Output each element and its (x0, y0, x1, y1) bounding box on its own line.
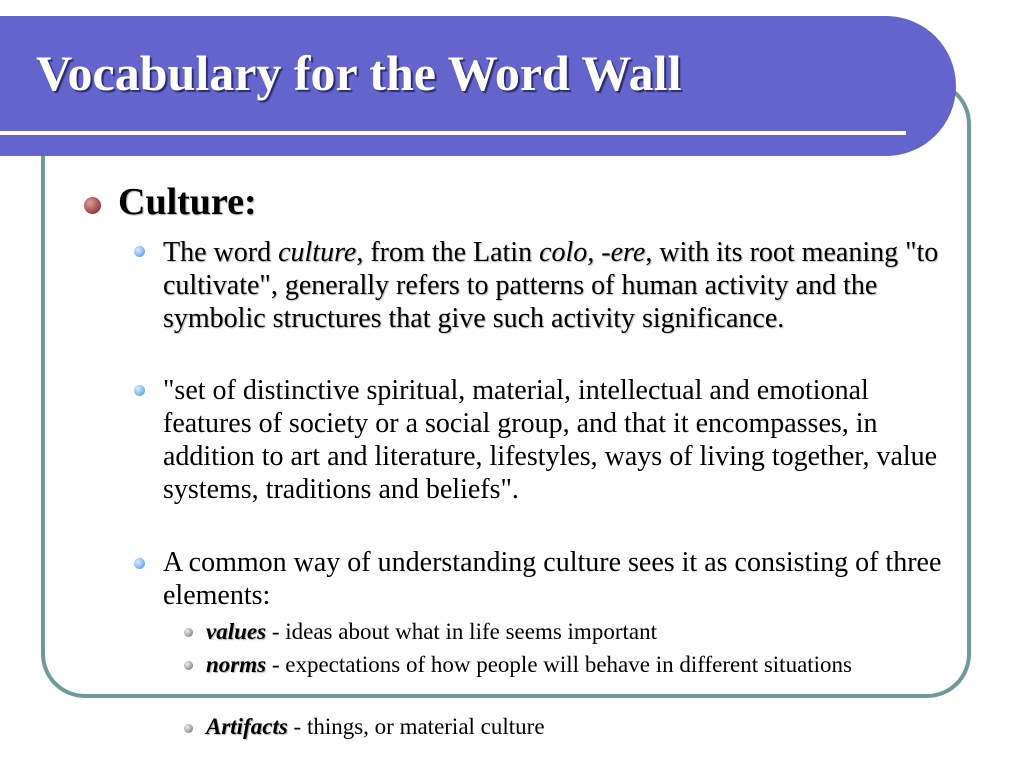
bullet-dot-icon (134, 385, 145, 396)
bullet1-text-d: colo, -ere (539, 237, 646, 268)
desc-artifacts: - things, or material culture (287, 714, 545, 739)
term-values: values (206, 619, 267, 644)
term-norms: norms (206, 652, 267, 677)
sub-item-norms (206, 651, 926, 678)
title-underline (0, 131, 906, 135)
bullet1-text-a: The word (163, 237, 279, 268)
bullet-dot-icon (184, 661, 193, 670)
bullet-dot-icon (134, 558, 145, 569)
sub-item-values (206, 618, 926, 645)
desc-values: - ideas about what in life seems important (266, 619, 657, 644)
heading-culture: Culture: (118, 181, 257, 223)
bullet-dot-icon (184, 724, 193, 733)
term-artifacts: Artifacts (206, 714, 288, 739)
bullet1-text-c: , from the Latin (356, 237, 540, 268)
bullet-dot-icon (84, 197, 101, 214)
slide-title: Vocabulary for the Word Wall (36, 45, 682, 101)
definition-bullet-1 (163, 236, 943, 335)
sub-item-artifacts (206, 713, 926, 740)
bullet1-text-b: culture (278, 237, 357, 268)
bullet-dot-icon (184, 628, 193, 637)
bullet-dot-icon (134, 246, 145, 257)
desc-norms: - expectations of how people will behave in different situations (266, 652, 853, 677)
definition-bullet-2: "set of distinctive spiritual, material, intellectual and emotional features of society or a social group, and that it encompasses, in addition to art and literature, lifestyles, ways of living together, value systems, traditions and beliefs". (163, 375, 938, 505)
bullet1-text-e: , with its root meaning "to cultivate", generally refers to patterns of human activity and the symbolic structures that give such activity significance. (163, 237, 939, 334)
definition-bullet-3: A common way of understanding culture sees it as consisting of three elements: (163, 547, 942, 611)
